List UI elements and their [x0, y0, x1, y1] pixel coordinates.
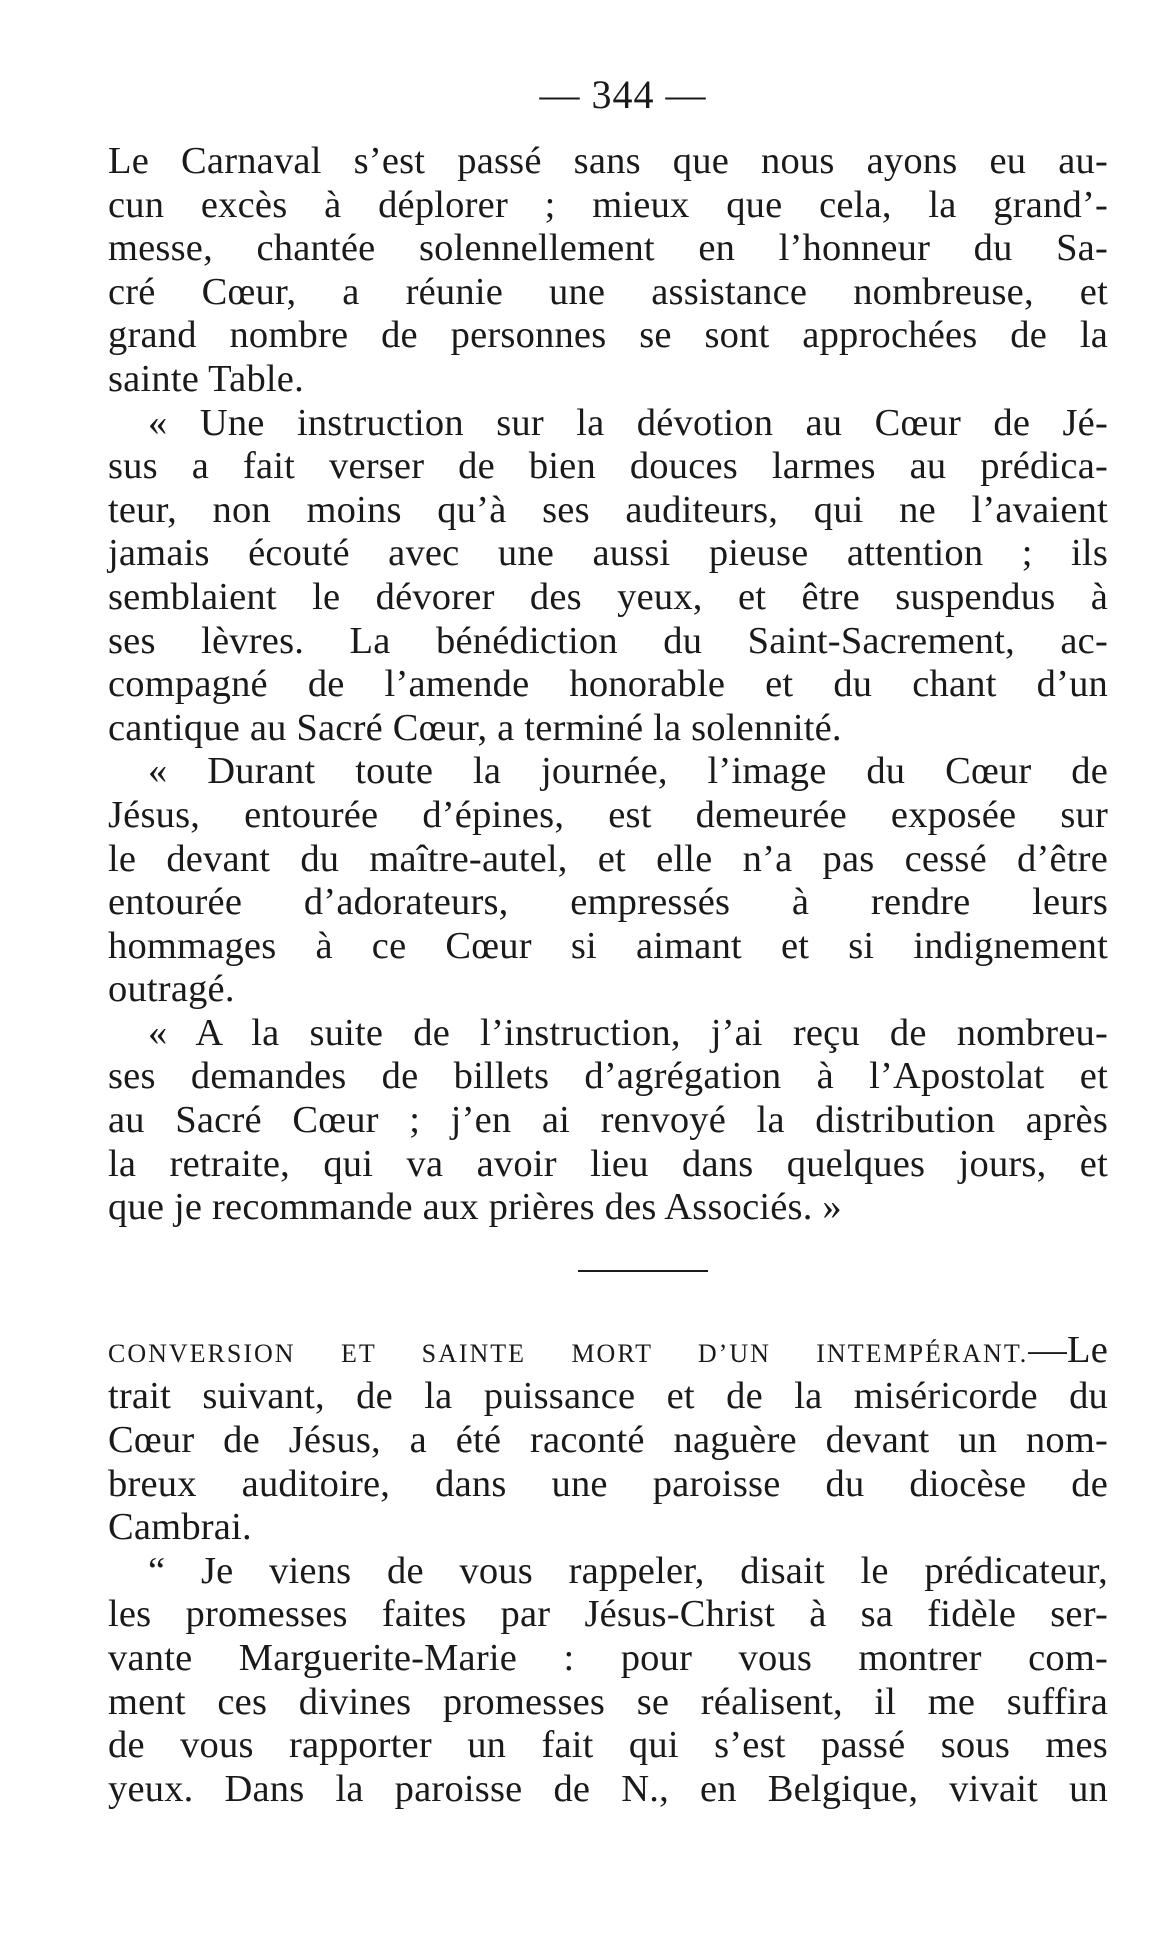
text-line: vante Marguerite-Marie : pour vous montrer com- [108, 1637, 1108, 1679]
text-line: Cambrai. [108, 1506, 252, 1549]
section-heading-line [108, 1329, 1108, 1376]
section-heading-tail: —Le [1028, 1328, 1108, 1371]
text-line: grand nombre de personnes se sont approchées de la [108, 314, 1108, 357]
text-line: breux auditoire, dans une paroisse du diocèse de [108, 1462, 1108, 1505]
text-line: messe, chantée solennellement en l’honneur du Sa- [108, 227, 1108, 270]
text-line: semblaient le dévorer des yeux, et être suspendus à [108, 575, 1108, 618]
text-line: cantique au Sacré Cœur, a terminé la solennité. [108, 706, 842, 749]
section-divider [578, 1270, 708, 1272]
section-conversion [108, 1329, 1108, 1550]
text-line: « Une instruction sur la dévotion au Cœur de Jé- [148, 401, 1108, 444]
text-line: Cœur de Jésus, a été raconté naguère devant un nom- [108, 1419, 1108, 1462]
text-line: que je recommande aux prières des Associés. » [108, 1186, 842, 1229]
text-line: Jésus, entourée d’épines, est demeurée exposée sur [108, 793, 1108, 836]
text-line: la retraite, qui va avoir lieu dans quelques jours, et [108, 1142, 1108, 1185]
book-page [108, 70, 1108, 1811]
paragraph-instruction [108, 402, 1108, 751]
text-line: sus a fait verser de bien douces larmes au prédica- [108, 445, 1108, 488]
text-line: entourée d’adorateurs, empressés à rendre leurs [108, 881, 1108, 924]
text-line: trait suivant, de la puissance et de la miséricorde du [108, 1375, 1108, 1418]
text-line: compagné de l’amende honorable et du chant d’un [108, 663, 1108, 706]
text-line: « Durant toute la journée, l’image du Cœur de [148, 750, 1108, 793]
text-line: teur, non moins qu’à ses auditeurs, qui ne l’avaient [108, 488, 1108, 531]
text-line: ses lèvres. La bénédiction du Saint-Sacrement, ac- [108, 619, 1108, 662]
text-line: hommages à ce Cœur si aimant et si indignement [108, 924, 1108, 967]
text-line: yeux. Dans la paroisse de N., en Belgique, vivait un [108, 1767, 1108, 1810]
text-line: cun excès à déplorer ; mieux que cela, la grand’- [108, 183, 1108, 226]
text-line: ses demandes de billets d’agrégation à l’Apostolat et [108, 1055, 1108, 1098]
text-line: les promesses faites par Jésus-Christ à sa fidèle ser- [108, 1593, 1108, 1636]
text-line: cré Cœur, a réunie une assistance nombreuse, et [108, 270, 1108, 313]
text-line: Le Carnaval s’est passé sans que nous ayons eu au- [108, 140, 1108, 182]
paragraph-image-coeur [108, 750, 1108, 1012]
text-line: sainte Table. [108, 357, 304, 400]
paragraph-predicateur [108, 1550, 1108, 1812]
paragraph-carnaval [108, 140, 1108, 402]
text-line: de vous rapporter un fait qui s’est passé sous mes [108, 1724, 1108, 1767]
text-line: jamais écouté avec une aussi pieuse attention ; ils [108, 532, 1108, 575]
text-line: le devant du maître-autel, et elle n’a pas cessé d’être [108, 837, 1108, 880]
page-number: — 344 — [539, 72, 707, 117]
paragraph-agregation [108, 1012, 1108, 1230]
text-line: outragé. [108, 968, 235, 1011]
text-line: « A la suite de l’instruction, j’ai reçu de nombreu- [148, 1011, 1108, 1054]
section-heading: CONVERSION ET SAINTE MORT D’UN INTEMPÉRANT. [108, 1338, 1029, 1368]
text-line: “ Je viens de vous rappeler, disait le prédicateur, [148, 1549, 1108, 1592]
text-line: ment ces divines promesses se réalisent, il me suffira [108, 1680, 1108, 1723]
text-line: au Sacré Cœur ; j’en ai renvoyé la distribution après [108, 1099, 1108, 1142]
